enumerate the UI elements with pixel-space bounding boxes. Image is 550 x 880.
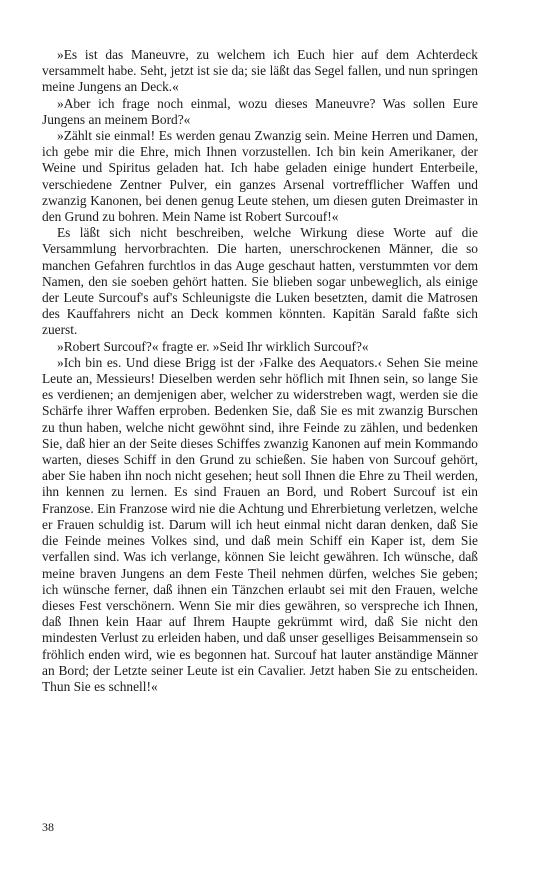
paragraph: »Robert Surcouf?« fragte er. »Seid Ihr wirklich Surcouf?« [57, 338, 369, 354]
paragraph: »Es ist das Maneuvre, zu welchem ich Euch hier auf dem Achterdeck versammelt habe. Seht, jetzt ist sie da; sie läßt das Segel fallen, und nun springen meine Jungens an Deck.« [42, 47, 478, 95]
paragraph: »Ich bin es. Und diese Brigg ist der ›Falke des Aequators.‹ Sehen Sie meine Leute an, Messieurs! Dieselben werden sehr höflich mit Ihnen sein, so lange Sie es verdienen; an demjenigen aber, welcher zu widerstreben wagt, werden sie die Schärfe ihrer Waffen erproben. Bedenken Sie, daß Sie es mit zwanzig Burschen zu thun haben, welche nicht gewöhnt sind, ihre Feinde zu zählen, und bedenken Sie, daß hier an der Seite dieses Schiffes zwanzig Kanonen auf mein Kommando warten, dieses Schiff in den Grund zu schießen. Sie haben von Surcouf gehört, aber Sie haben ihn noch nicht gesehen; heut soll Ihnen die Ehre zu Theil werden, ihn kennen zu lernen. Es sind Frauen an Bord, und Robert Surcouf ist ein Franzose. Ein Franzose wird nie die Achtung und Ehrerbietung verletzen, welche er Frauen schuldig ist. Darum will ich heut einmal nicht daran denken, daß Sie die Feinde meines Volkes sind, und daß mein Schiff ein Kaper ist, dem Sie verfallen sind. Was ich verlange, können Sie leicht gewähren. Ich wünsche, daß meine braven Jungens an dem Feste Theil nehmen dürfen, welches Sie geben; ich wünsche ferner, daß ihnen ein Tänzchen erlaubt sei mit den Frauen, welche dieses Fest verschönern. Wenn Sie mir dies gewähren, so verspreche ich Ihnen, daß Ihnen kein Haar auf Ihrem Haupte gekrümmt wird, daß Sie nicht den mindesten Verlust zu erleiden haben, und daß unser geselliges Beisammensein so fröhlich enden wird, wie es begonnen hat. Surcouf hat lauter anständige Männer an Bord; der Letzte seiner Leute ist ein Cavalier. Jetzt haben Sie zu entscheiden. Thun Sie es schnell!« [42, 354, 478, 694]
paragraph: »Aber ich frage noch einmal, wozu dieses Maneuvre? Was sollen Eure Jungens an meinem Bord?« [42, 95, 478, 127]
paragraph: Es läßt sich nicht beschreiben, welche Wirkung diese Worte auf die Versammlung hervorbrachten. Die harten, unerschrockenen Männer, die so manchen Gefahren furchtlos in das Auge geschaut hatten, verstummten vor dem Namen, den sie soeben gehört hatten. Sie blieben sogar unbeweglich, als einige der Leute Surcouf's auf's Schleunigste die Luken besetzten, damit die Matrosen des Kauffahrers nicht an Deck kommen könnten. Kapitän Sarald faßte sich zuerst. [42, 225, 478, 338]
page-number: 38 [42, 820, 54, 834]
paragraph: »Zählt sie einmal! Es werden genau Zwanzig sein. Meine Herren und Damen, ich gebe mir die Ehre, mich Ihnen vorzustellen. Ich bin kein Amerikaner, der Weine und Spiritus geladen hat. Ich habe geladen einige hundert Enterbeile, verschiedene Zentner Pulver, ein ganzes Arsenal vortrefflicher Waffen und zwanzig Kanonen, bei denen genug Leute stehen, um diesen guten Dreimaster in den Grund zu bohren. Mein Name ist Robert Surcouf!« [42, 128, 478, 225]
body-text [42, 47, 478, 695]
